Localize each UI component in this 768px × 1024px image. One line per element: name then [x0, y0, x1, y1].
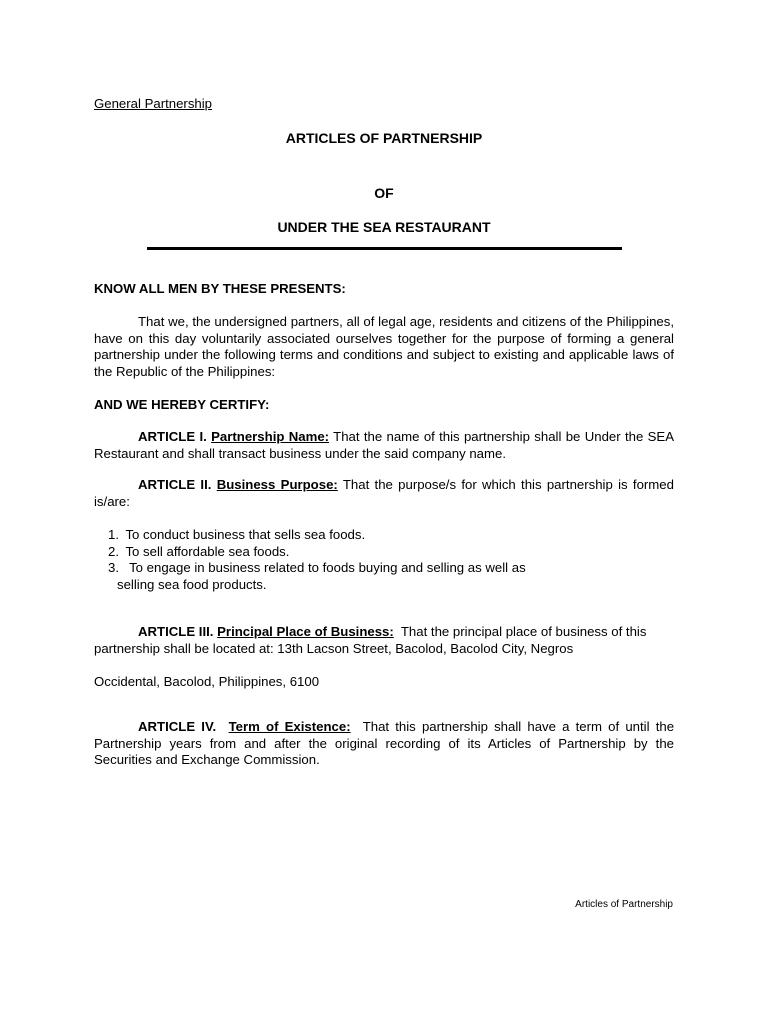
document-title: ARTICLES OF PARTNERSHIP — [285, 130, 483, 146]
certify-heading: AND WE HEREBY CERTIFY: — [94, 397, 270, 412]
list-item-text: To engage in business related to foods buying and selling as well as — [129, 560, 526, 576]
list-item-continuation: selling sea food products. — [117, 576, 267, 592]
article-1-label: ARTICLE I. — [138, 429, 207, 444]
article-3-label: ARTICLE III. — [138, 624, 214, 639]
article-2-title: Business Purpose: — [216, 477, 338, 492]
business-purpose-list — [94, 527, 654, 593]
article-3-title: Principal Place of Business: — [217, 624, 394, 639]
article-3 — [94, 624, 674, 657]
company-name: UNDER THE SEA RESTAURANT — [277, 219, 491, 235]
article-2-label: ARTICLE II. — [138, 477, 212, 492]
list-item — [94, 544, 654, 561]
article-1 — [94, 429, 674, 462]
intro-heading: KNOW ALL MEN BY THESE PRESENTS: — [94, 281, 346, 296]
article-1-title: Partnership Name: — [211, 429, 330, 444]
article-3-text: That the principal place of business of this partnership shall be located at: 13th Lacson Street, Bacolod, Bacolod City, Negros — [94, 624, 647, 656]
article-2 — [94, 477, 674, 510]
article-1-text: That the name of this partnership shall be Under the SEA Restaurant and shall transact business under the said company name. — [94, 429, 674, 461]
title-of: OF — [374, 185, 394, 201]
list-item-number: 1. — [108, 527, 119, 542]
intro-paragraph: That we, the undersigned partners, all of legal age, residents and citizens of the Philippines, have on this day voluntarily associated ourselves together for the purpose of forming a general partnership under the following terms and conditions and subject to existing and applicable laws of the Republic of the Philippines: — [94, 314, 674, 379]
document-type-label: General Partnership — [94, 96, 213, 111]
list-item-number: 3. — [108, 560, 119, 576]
list-item-number: 2. — [108, 543, 119, 559]
list-item-text: To sell affordable sea foods. — [125, 543, 290, 559]
article-2-text: That the purpose/s for which this partnership is formed is/are: — [94, 477, 674, 509]
article-4-text: That this partnership shall have a term of until the Partnership years from and after the original recording of its Articles of Partnership by the Securities and Exchange Commission. — [94, 719, 675, 768]
list-item — [94, 560, 654, 577]
article-4-label: ARTICLE IV. — [138, 719, 217, 734]
page-footer: Articles of Partnership — [575, 899, 673, 910]
article-3-address-continued: Occidental, Bacolod, Philippines, 6100 — [94, 674, 320, 689]
list-item — [94, 527, 654, 544]
list-item-text: To conduct business that sells sea foods. — [125, 527, 366, 542]
title-divider — [147, 247, 622, 250]
article-4-title: Term of Existence: — [228, 719, 351, 734]
article-4 — [94, 719, 674, 769]
